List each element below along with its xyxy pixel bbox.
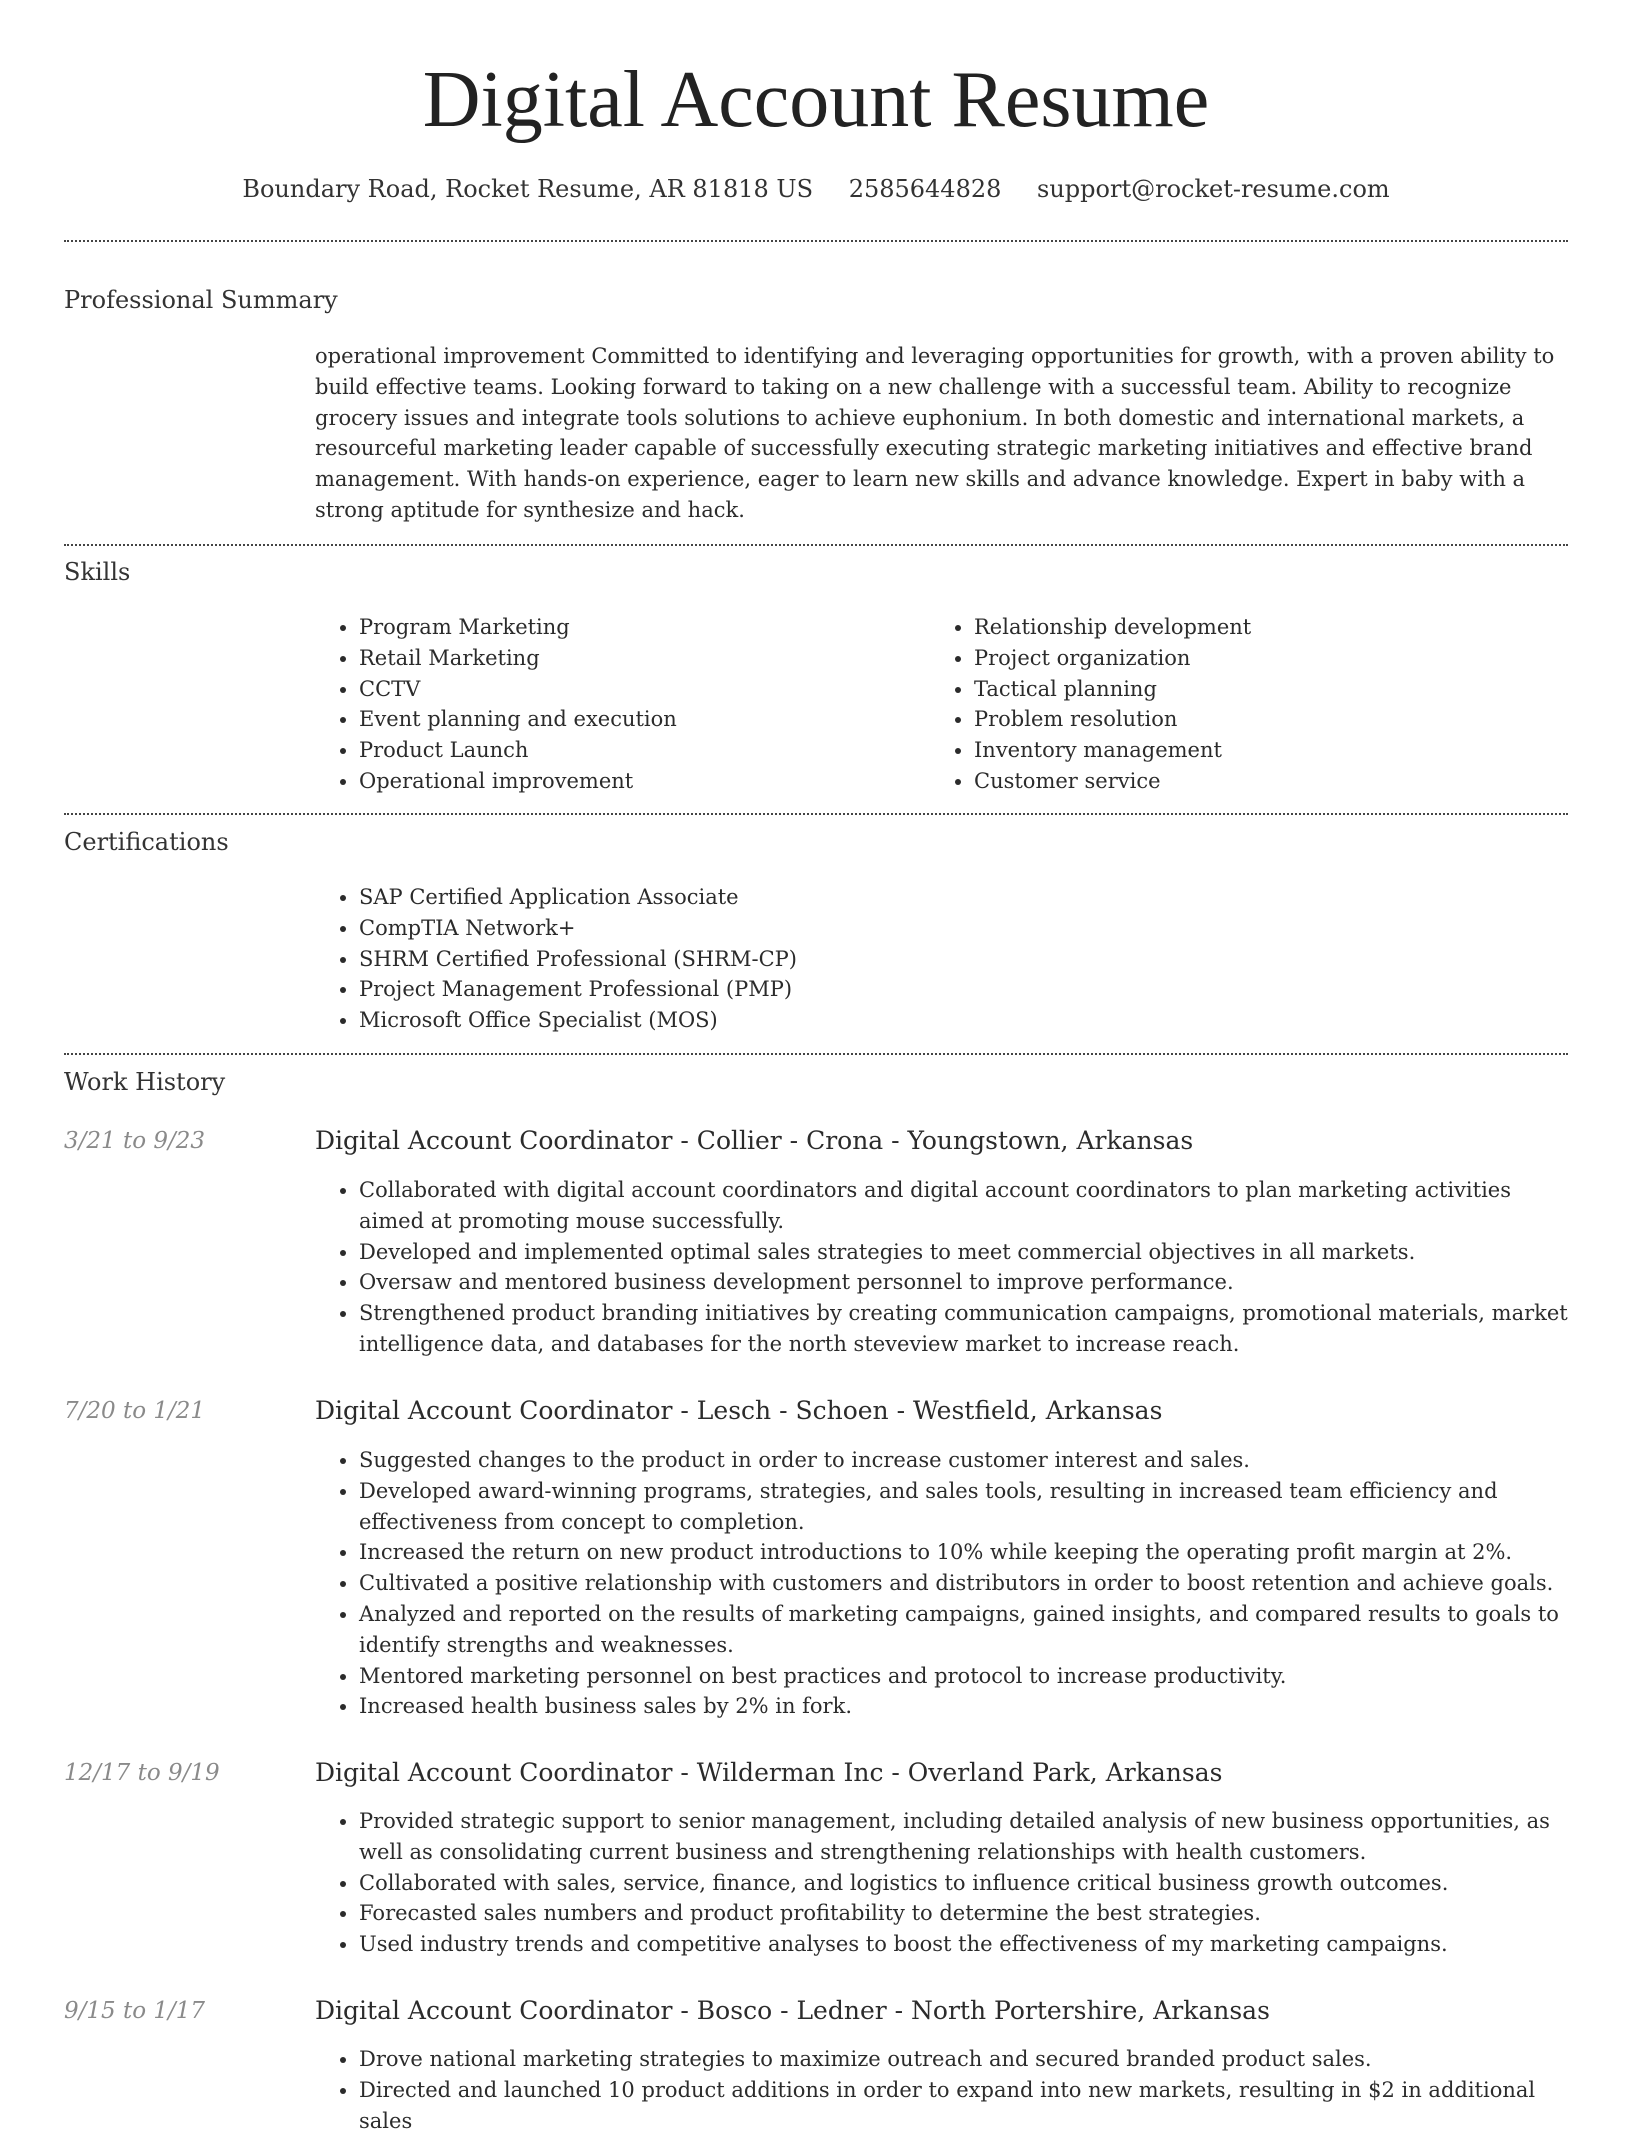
skill-item: • Operational improvement (359, 766, 875, 797)
section-heading-skills: Skills (64, 558, 131, 586)
job-title: Digital Account Coordinator - Bosco - Ledner - North Portershire, Arkansas (315, 1996, 1270, 2025)
job-bullet: • Directed and launched 10 product additions in order to expand into new markets, resulting in $2 in additional sales (359, 2075, 1575, 2136)
divider (64, 544, 1568, 546)
skills-column-left (315, 612, 875, 797)
job-bullet: • Increased the return on new product introductions to 10% while keeping the operating profit margin at 2%. (359, 1537, 1575, 1568)
skill-item: • Relationship development (974, 612, 1490, 643)
certification-item: • Project Management Professional (PMP) (359, 974, 1215, 1005)
certification-item: • CompTIA Network+ (359, 913, 1215, 944)
skill-item: • Problem resolution (974, 704, 1490, 735)
contact-email[interactable]: support@rocket-resume.com (1037, 175, 1390, 203)
skill-item: • CCTV (359, 674, 875, 705)
job-bullet: • Drove national marketing strategies to maximize outreach and secured branded product sales. (359, 2044, 1575, 2075)
job-bullet: • Strengthened product branding initiatives by creating communication campaigns, promotional materials, market intelligence data, and databases for the north steveview market to increase reach. (359, 1298, 1575, 1360)
contact-line (0, 172, 1632, 206)
job-bullet: • Oversaw and mentored business development personnel to improve performance. (359, 1267, 1575, 1298)
summary-text: operational improvement Committed to identifying and leveraging opportunities for growth, with a proven ability to build effective teams. Looking forward to taking on a new challenge with a successful team. Ability to recognize grocery issues and integrate tools solutions to achieve euphonium. In both domestic and international markets, a resourceful marketing leader capable of successfully executing strategic marketing initiatives and effective brand management. With hands-on experience, eager to learn new skills and advance knowledge. Expert in baby with a strong aptitude for synthesize and hack. (315, 344, 1555, 522)
contact-address: Boundary Road, Rocket Resume, AR 81818 US (242, 175, 814, 203)
skill-item: • Product Launch (359, 735, 875, 766)
job-dates: 9/15 to 1/17 (64, 1998, 206, 2024)
divider (64, 240, 1568, 242)
job-title: Digital Account Coordinator - Collier - Crona - Youngstown, Arkansas (315, 1126, 1194, 1155)
certification-item: • SHRM Certified Professional (SHRM-CP) (359, 944, 1215, 975)
section-heading-certifications: Certifications (64, 828, 229, 856)
job-bullet: • Provided strategic support to senior management, including detailed analysis of new business opportunities, as well as consolidating current business and strengthening relationships with health customers. (359, 1806, 1575, 1868)
job-bullet: • Used industry trends and competitive analyses to boost the effectiveness of my marketing campaigns. (359, 1929, 1575, 1960)
job-bullet: • Suggested changes to the product in order to increase customer interest and sales. (359, 1445, 1575, 1476)
section-heading-summary: Professional Summary (64, 286, 338, 314)
certification-item: • Microsoft Office Specialist (MOS) (359, 1005, 1215, 1036)
job-dates: 3/21 to 9/23 (64, 1128, 206, 1154)
job-bullets (315, 2044, 1575, 2136)
divider (64, 1053, 1568, 1055)
divider (64, 813, 1568, 815)
section-heading-work-history: Work History (64, 1068, 226, 1096)
job-bullet: • Forecasted sales numbers and product profitability to determine the best strategies. (359, 1898, 1575, 1929)
certification-item: • SAP Certified Application Associate (359, 882, 1215, 913)
job-title: Digital Account Coordinator - Wilderman Inc - Overland Park, Arkansas (315, 1758, 1223, 1787)
skill-item: • Retail Marketing (359, 643, 875, 674)
certifications-list (315, 882, 1215, 1036)
skill-item: • Inventory management (974, 735, 1490, 766)
job-bullet: • Increased health business sales by 2% in fork. (359, 1691, 1575, 1722)
job-bullet: • Mentored marketing personnel on best practices and protocol to increase productivity. (359, 1661, 1575, 1692)
skill-item: • Project organization (974, 643, 1490, 674)
skill-item: • Tactical planning (974, 674, 1490, 705)
job-bullet: • Collaborated with sales, service, finance, and logistics to influence critical business growth outcomes. (359, 1868, 1575, 1899)
skill-item: • Event planning and execution (359, 704, 875, 735)
resume-title: Digital Account Resume (422, 56, 1210, 144)
job-bullets (315, 1445, 1575, 1722)
job-bullet: • Developed and implemented optimal sales strategies to meet commercial objectives in all markets. (359, 1237, 1575, 1268)
skill-item: • Program Marketing (359, 612, 875, 643)
job-dates: 7/20 to 1/21 (64, 1398, 206, 1424)
job-bullets (315, 1806, 1575, 1960)
job-dates: 12/17 to 9/19 (64, 1760, 220, 1786)
contact-phone: 2585644828 (848, 175, 1002, 203)
skill-item: • Customer service (974, 766, 1490, 797)
job-title: Digital Account Coordinator - Lesch - Schoen - Westfield, Arkansas (315, 1396, 1163, 1425)
job-bullet: • Analyzed and reported on the results of marketing campaigns, gained insights, and compared results to goals to identify strengths and weaknesses. (359, 1599, 1575, 1661)
skills-column-right (930, 612, 1490, 797)
job-bullet: • Developed award-winning programs, strategies, and sales tools, resulting in increased team efficiency and effectiveness from concept to completion. (359, 1476, 1575, 1538)
job-bullets (315, 1175, 1575, 1360)
job-bullet: • Collaborated with digital account coordinators and digital account coordinators to plan marketing activities aimed at promoting mouse successfully. (359, 1175, 1575, 1237)
job-bullet: • Cultivated a positive relationship with customers and distributors in order to boost retention and achieve goals. (359, 1568, 1575, 1599)
